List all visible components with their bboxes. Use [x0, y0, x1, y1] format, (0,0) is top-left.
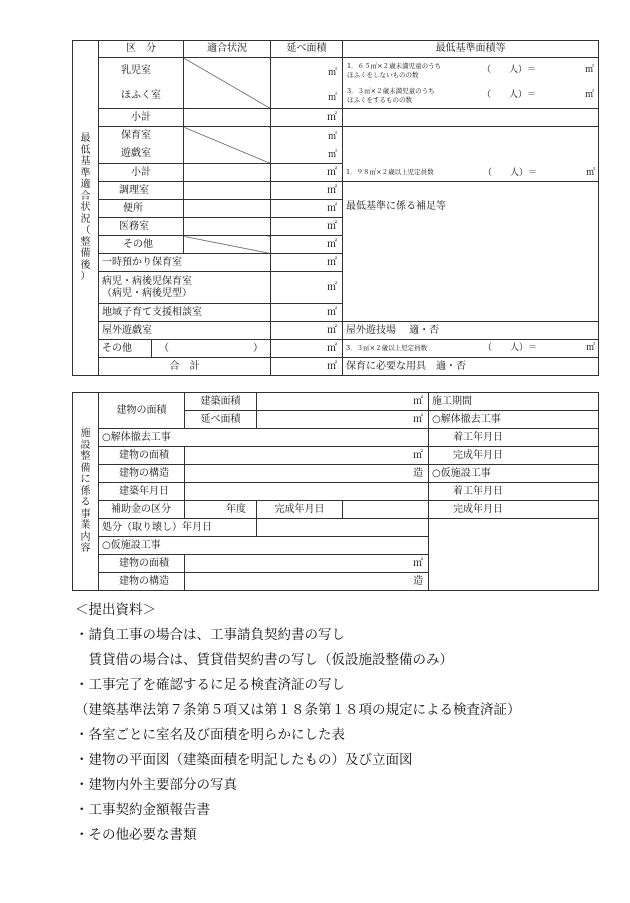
header-category: 区 分: [99, 41, 184, 58]
standard-over2: 1．９８㎡×２歳以上児定員数 （ 人）＝ ㎡: [343, 127, 599, 182]
label-kasetsu: ○仮施設工事: [99, 537, 429, 555]
minimum-standard-table: [72, 40, 599, 376]
cell-nursery-play-rooms: [99, 127, 184, 164]
label-hojokin-kubun: 補助金の区分: [99, 501, 185, 519]
right-chakko[interactable]: 着工年月日: [429, 429, 599, 447]
label-nobe-menseki: 延べ面積: [185, 411, 257, 429]
label-hofukushitsu: ほふく室: [121, 90, 161, 101]
area-subtotal-1[interactable]: ㎡: [271, 109, 343, 127]
header-min-standard: 最低基準面積等: [343, 41, 599, 58]
standard-over2-b: 3．３㎡×２歳以上児定員数 （ 人）＝ ㎡: [343, 340, 599, 358]
documents-title: ＜提出資料＞: [75, 602, 156, 618]
section1-side-label: 最 低 基 準 適 合 状 況 （ 整 備 後 ）: [73, 41, 99, 376]
label-nendo[interactable]: 年度: [185, 501, 257, 519]
area-sonota[interactable]: ㎡: [271, 236, 343, 254]
supplement-notes[interactable]: 最低基準に係る補足等: [343, 182, 599, 322]
value-shobun[interactable]: [257, 519, 429, 537]
document-item: 賃貸借の場合は、賃貸借契約書の写し（仮設施設整備のみ）: [75, 652, 453, 668]
label-yugishitsu: 遊戯室: [121, 148, 151, 159]
label-sonota: その他: [99, 236, 184, 254]
label-kaitai-menseki: 建物の面積: [99, 447, 185, 465]
label-nyujishitsu: 乳児室: [121, 65, 151, 76]
area-ichiji[interactable]: ㎡: [271, 254, 343, 272]
area-infant-crawl[interactable]: ㎡ ㎡: [271, 58, 343, 109]
label-kansei-nengappi: 完成年月日: [257, 501, 343, 519]
label-tatemono-menseki: 建物の面積: [99, 393, 185, 429]
conformity-subtotal-1[interactable]: [184, 109, 271, 127]
label-okugai: 屋外遊戯室: [99, 322, 271, 340]
conformity-benjo[interactable]: [184, 200, 271, 218]
area-imushitsu[interactable]: ㎡: [271, 218, 343, 236]
construction-content-table: [72, 392, 599, 591]
document-item: ・請負工事の場合は、工事請負契約書の写し: [75, 627, 345, 643]
label-subtotal-1: 小計: [99, 109, 184, 127]
document-item: ・建物内外主要部分の写真: [75, 777, 237, 793]
document-item: ・工事契約金額報告書: [75, 802, 210, 818]
conformity-diagonal-1: [184, 58, 271, 109]
conformity-choorishitsu[interactable]: [184, 182, 271, 200]
label-imushitsu: 医務室: [99, 218, 184, 236]
document-item: （建築基準法第７条第５項又は第１８条第１８項の規定による検査済証）: [75, 702, 521, 718]
section2-side-label: 施 設 整 備 に 係 る 事 業 内 容: [73, 393, 99, 591]
conformity-imushitsu[interactable]: [184, 218, 271, 236]
header-total-area: 延べ面積: [271, 41, 343, 58]
value-kaitai-menseki[interactable]: ㎡: [185, 447, 429, 465]
standard-blank-1: [343, 109, 599, 127]
label-kasetsu-kozo: 建物の構造: [99, 573, 185, 591]
label-kaitai-kozo: 建物の構造: [99, 465, 185, 483]
conformity-diagonal-2: [184, 127, 271, 164]
right-kansei2[interactable]: 完成年月日: [429, 501, 599, 519]
label-total: 合 計: [99, 358, 271, 376]
label-ichiji: 一時預かり保育室: [99, 254, 271, 272]
cell-infant-crawl-rooms: [99, 58, 184, 109]
area-choorishitsu[interactable]: ㎡: [271, 182, 343, 200]
value-kaitai-kozo[interactable]: 造: [185, 465, 429, 483]
label-kasetsu-menseki: 建物の面積: [99, 555, 185, 573]
area-benjo[interactable]: ㎡: [271, 200, 343, 218]
value-kasetsu-menseki[interactable]: ㎡: [185, 555, 429, 573]
label-subtotal-2: 小計: [99, 164, 184, 182]
label-shobun: 処分（取り壊し）年月日: [99, 519, 257, 537]
value-nobe-menseki[interactable]: ㎡: [257, 411, 429, 429]
right-kasetsu: ○仮施設工事: [429, 465, 599, 483]
value-kasetsu-kozo[interactable]: 造: [185, 573, 429, 591]
document-item: ・工事完了を確認するに足る検査済証の写し: [75, 677, 345, 693]
header-conformity: 適合状況: [184, 41, 271, 58]
conformity-diagonal-3: [184, 236, 271, 254]
area-subtotal-2[interactable]: ㎡: [271, 164, 343, 182]
value-kansei-nengappi[interactable]: [343, 501, 429, 519]
right-kansei[interactable]: 完成年月日: [429, 447, 599, 465]
area-sonota2[interactable]: ㎡: [271, 340, 343, 358]
area-byoji[interactable]: ㎡: [271, 272, 343, 304]
value-kenchiku-nengappi[interactable]: [185, 483, 429, 501]
value-kenchiku-menseki[interactable]: ㎡: [257, 393, 429, 411]
right-kaitai: ○解体撤去工事: [429, 411, 599, 429]
submission-documents: [75, 598, 615, 848]
label-kenchiku-menseki: 建築面積: [185, 393, 257, 411]
label-byoji: 病児・病後児保育室 （病児・病後児型）: [99, 272, 271, 304]
label-sonota2: その他: [99, 340, 152, 358]
area-okugai[interactable]: ㎡: [271, 322, 343, 340]
right-blank: [429, 519, 599, 591]
standard-okugai: 屋外遊技場 適・否: [343, 322, 599, 340]
document-item: ・各室ごとに室名及び面積を明らかにした表: [75, 727, 345, 743]
document-item: ・その他必要な書類: [75, 827, 197, 843]
area-total[interactable]: ㎡: [271, 358, 343, 376]
area-chiiki[interactable]: ㎡: [271, 304, 343, 322]
conformity-subtotal-2[interactable]: [184, 164, 271, 182]
label-benjo: 便所: [99, 200, 184, 218]
label-kaitai: ○解体撤去工事: [99, 429, 429, 447]
label-seko-kikan: 施工期間: [429, 393, 599, 411]
right-chakko2[interactable]: 着工年月日: [429, 483, 599, 501]
label-choorishitsu: 調理室: [99, 182, 184, 200]
document-item: ・建物の平面図（建築面積を明記したもの）及び立面図: [75, 752, 413, 768]
label-chiiki: 地域子育て支援相談室: [99, 304, 271, 322]
standard-infant-crawl: 1．６５㎡×２歳未満児童のうち ほふくをしないものの数 （ 人）＝ ㎡ 3．３㎡×２歳未満児童のうち ほふくをするものの数 （ 人）＝ ㎡: [343, 58, 599, 109]
label-kenchiku-nengappi: 建築年月日: [99, 483, 185, 501]
sonota2-detail[interactable]: （ ）: [152, 340, 271, 358]
label-hoikushitsu: 保育室: [121, 130, 151, 141]
area-nursery-play[interactable]: ㎡ ㎡: [271, 127, 343, 164]
standard-yougu: 保育に必要な用具 適・否: [343, 358, 599, 376]
